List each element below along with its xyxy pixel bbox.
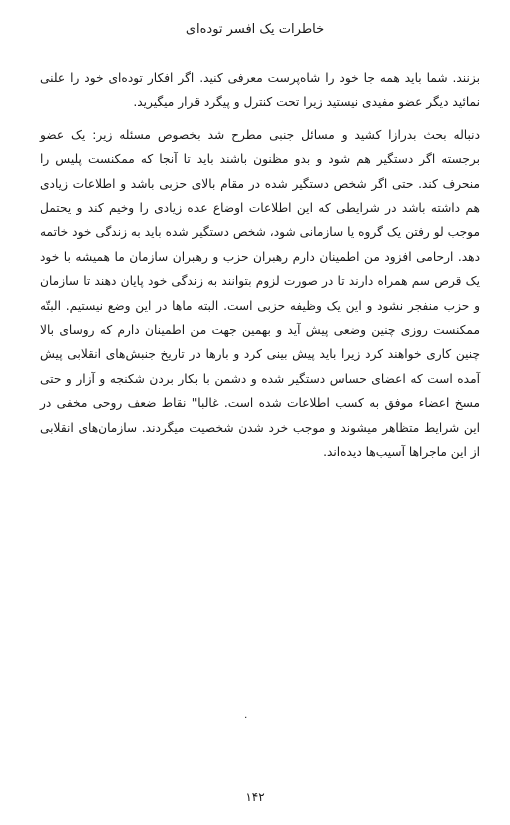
section-mark: ۰: [243, 712, 249, 723]
running-header: خاطرات یک افسر توده‌ای: [185, 22, 325, 37]
page-number: ۱۴۲: [245, 790, 265, 804]
paragraph: دنباله بحث بدرازا کشید و مسائل جنبی مطرح شد بخصوص مسئله زیر: یک عضو برجسته اگر دستگیر هم شود و بدو مظنون باشند باید تا آنجا که ممکنست پلیس را منحرف کند. حتی اگر شخص دستگیر شده در مقام بالای حزبی باشد و اطلاعات زیادی هم داشته باشد در شرایطی که این اطلاعات اوضاع عده زیادی را وخیم کند و یحتمل موجب لو رفتن یک گروه یا سازمانی شود، شخص دستگیر شده باید به زندگی خود خاتمه دهد. ارحامی افزود من اطمینان دارم رهبران حزب و رهبران سازمان ما همیشه با خود یک قرص سم همراه دارند تا در صورت لزوم بتوانند به زندگی خود پایان دهند تا سازمان و حزب منفجر نشود و این یک وظیفه حزبی است. البته ماها در این وضع نیستیم. البتّه ممکنست روزی چنین وضعی پیش آید و بهمین جهت من اطمینان دارم که روسای بالا چنین کاری خواهند کرد زیرا باید پیش بینی کرد و بارها در تاریخ جنبش‌های انقلابی پیش آمده است که اعضای حساس دستگیر شده و دشمن با بکار بردن شکنجه و آزار و حتی مسخ اعضاء موفق به کسب اطلاعات شده است. غالبا" نقاط ضعف روحی مخفی در این شرایط متظاهر میشوند و موجب خرد شدن شخصیت میگردند. سازمان‌های انقلابی از این ماجراها آسیب‌ها دیده‌اند.: [40, 127, 480, 460]
paragraph: بزنند. شما باید همه جا خود را شاه‌پرست معرفی کنید. اگر افکار توده‌ای خود را علنی نمائید دیگر عضو مفیدی نیستید زیرا تحت کنترل و پیگرد قرار میگیرید.: [40, 71, 480, 110]
body-text: [40, 66, 480, 473]
